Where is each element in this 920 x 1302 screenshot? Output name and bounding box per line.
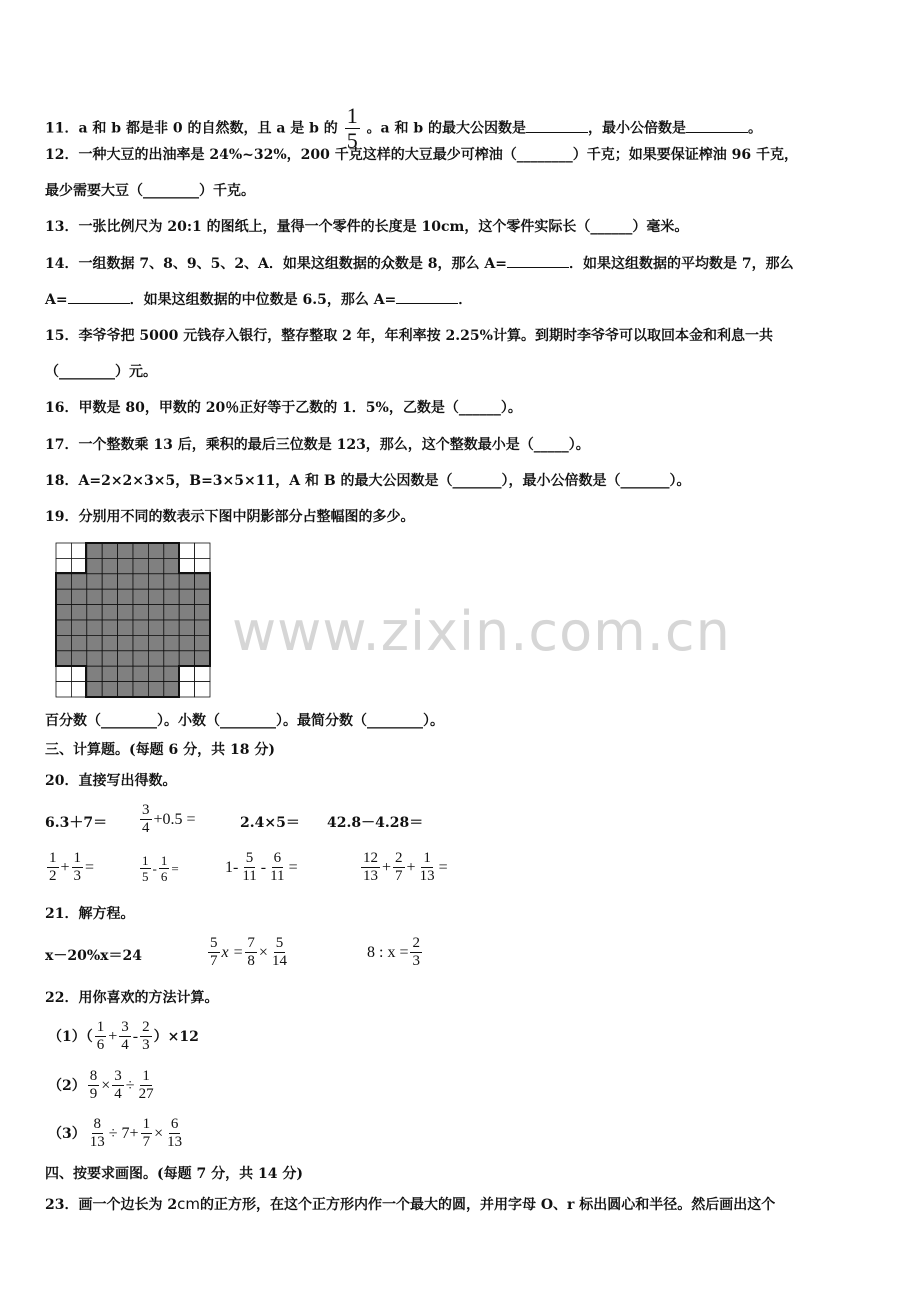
grid-cell-shaded bbox=[133, 574, 148, 589]
grid-cell-blank bbox=[179, 682, 194, 697]
grid-cell-blank bbox=[71, 682, 86, 697]
grid-cell-shaded bbox=[118, 620, 133, 635]
grid-cell-shaded bbox=[71, 574, 86, 589]
grid-cell-shaded bbox=[118, 651, 133, 666]
grid-cell-shaded bbox=[87, 543, 102, 558]
grid-cell-shaded bbox=[164, 574, 179, 589]
grid-cell-shaded bbox=[179, 589, 194, 604]
grid-cell-shaded bbox=[195, 635, 210, 650]
grid-cell-shaded bbox=[118, 543, 133, 558]
q11-blank-gcd[interactable] bbox=[526, 120, 588, 133]
grid-cell-shaded bbox=[102, 651, 117, 666]
grid-cell-blank bbox=[56, 558, 71, 573]
grid-cell-blank bbox=[179, 666, 194, 681]
grid-cell-shaded bbox=[148, 666, 163, 681]
q11-text-b: 。a 和 b 的最大公因数是 bbox=[366, 120, 527, 137]
grid-cell-shaded bbox=[56, 620, 71, 635]
question-13: 13．一张比例尺为 20:1 的图纸上，量得一个零件的长度是 10cm，这个零件实际长（______）毫米。 bbox=[45, 219, 689, 235]
grid-cell-shaded bbox=[133, 589, 148, 604]
grid-cell-shaded bbox=[87, 635, 102, 650]
q20-expr-1: 6.3＋7＝ bbox=[45, 815, 108, 831]
grid-cell-shaded bbox=[87, 666, 102, 681]
question-17: 17．一个整数乘 13 后，乘积的最后三位数是 123，那么，这个整数最小是（_____）。 bbox=[45, 437, 590, 453]
grid-cell-shaded bbox=[164, 666, 179, 681]
section-3-heading: 三、计算题。(每题 6 分，共 18 分) bbox=[45, 742, 275, 758]
grid-cell-shaded bbox=[102, 682, 117, 697]
grid-cell-shaded bbox=[102, 558, 117, 573]
grid-cell-blank bbox=[56, 682, 71, 697]
watermark: www.zixin.com.cn bbox=[232, 600, 731, 663]
question-19-answer: 百分数（________）。小数（________）。最简分数（________）。 bbox=[45, 713, 444, 729]
grid-cell-shaded bbox=[102, 589, 117, 604]
grid-cell-blank bbox=[195, 543, 210, 558]
q11-blank-lcm[interactable] bbox=[686, 120, 748, 133]
question-21: 21．解方程。 bbox=[45, 906, 135, 922]
q14-blank-mode[interactable] bbox=[507, 255, 569, 268]
grid-cell-shaded bbox=[164, 605, 179, 620]
grid-cell-shaded bbox=[118, 666, 133, 681]
grid-cell-shaded bbox=[118, 574, 133, 589]
grid-cell-blank bbox=[56, 543, 71, 558]
grid-cell-shaded bbox=[118, 635, 133, 650]
grid-cell-shaded bbox=[102, 635, 117, 650]
question-19: 19．分别用不同的数表示下图中阴影部分占整幅图的多少。 bbox=[45, 509, 415, 525]
section-4-heading: 四、按要求画图。(每题 7 分，共 14 分) bbox=[45, 1166, 303, 1182]
grid-cell-shaded bbox=[102, 666, 117, 681]
grid-cell-shaded bbox=[179, 574, 194, 589]
grid-cell-shaded bbox=[148, 605, 163, 620]
grid-cell-shaded bbox=[164, 651, 179, 666]
q11-text-a: 11．a 和 b 都是非 0 的自然数，且 a 是 b 的 bbox=[45, 120, 338, 137]
grid-cell-shaded bbox=[56, 635, 71, 650]
grid-cell-shaded bbox=[148, 682, 163, 697]
grid-cell-shaded bbox=[164, 682, 179, 697]
grid-cell-shaded bbox=[133, 651, 148, 666]
grid-cell-shaded bbox=[87, 558, 102, 573]
grid-cell-shaded bbox=[87, 682, 102, 697]
grid-cell-shaded bbox=[195, 574, 210, 589]
question-15-line1: 15．李爷爷把 5000 元钱存入银行，整存整取 2 年，年利率按 2.25%计算。到期时李爷爷可以取回本金和利息一共 bbox=[45, 328, 773, 344]
question-14-line2: A= ．如果这组数据的中位数是 6.5，那么 A= ． bbox=[45, 292, 473, 308]
question-22: 22．用你喜欢的方法计算。 bbox=[45, 990, 219, 1006]
grid-cell-shaded bbox=[148, 558, 163, 573]
grid-cell-shaded bbox=[179, 605, 194, 620]
grid-cell-shaded bbox=[56, 574, 71, 589]
grid-cell-shaded bbox=[179, 620, 194, 635]
question-14-line1: 14．一组数据 7、8、9、5、2、A．如果这组数据的众数是 8，那么 A= ．如果这组数据的平均数是 7，那么 bbox=[45, 256, 794, 272]
grid-cell-blank bbox=[179, 558, 194, 573]
grid-cell-shaded bbox=[148, 620, 163, 635]
grid-cell-shaded bbox=[118, 558, 133, 573]
question-12-line1: 12．一种大豆的出油率是 24%~32%，200 千克这样的大豆最少可榨油（________）千克；如果要保证榨油 96 千克， bbox=[45, 147, 798, 163]
q11-fraction: $\frac{1}{5}$ bbox=[346, 103, 358, 153]
question-15-line2: （________）元。 bbox=[45, 364, 157, 380]
grid-cell-blank bbox=[71, 558, 86, 573]
grid-cell-shaded bbox=[164, 558, 179, 573]
grid-cell-shaded bbox=[118, 605, 133, 620]
grid-cell-shaded bbox=[148, 574, 163, 589]
q20-expr-3: 2.4×5＝ bbox=[240, 815, 300, 831]
q14-blank-median[interactable] bbox=[396, 291, 458, 304]
grid-cell-shaded bbox=[71, 589, 86, 604]
grid-cell-shaded bbox=[133, 635, 148, 650]
grid-cell-shaded bbox=[164, 620, 179, 635]
q20-expr-2: $\frac{3}{4}$ +0.5 = bbox=[142, 802, 196, 836]
q22-part-2: （2） $\frac{8}{9}$ × $\frac{3}{4}$ ÷ $\frac{1}{27}$ bbox=[48, 1068, 154, 1102]
q21-equation-1: x－20%x＝24 bbox=[45, 948, 142, 964]
q14-blank-mean[interactable] bbox=[68, 291, 130, 304]
grid-cell-blank bbox=[179, 543, 194, 558]
grid-cell-shaded bbox=[102, 620, 117, 635]
question-11: 11．a 和 b 都是非 0 的自然数，且 a 是 b 的 $\frac{1}{5}$ 。a 和 b 的最大公因数是 ，最小公倍数是 。 bbox=[45, 103, 763, 153]
grid-cell-shaded bbox=[118, 682, 133, 697]
q20-expr-6: $\frac{1}{5}$ - $\frac{1}{6}$ = bbox=[142, 853, 179, 884]
grid-cell-shaded bbox=[179, 651, 194, 666]
grid-cell-blank bbox=[56, 666, 71, 681]
grid-cell-blank bbox=[71, 666, 86, 681]
grid-cell-shaded bbox=[148, 589, 163, 604]
question-23: 23．画一个边长为 2cm的正方形，在这个正方形内作一个最大的圆，并用字母 O、r 标出圆心和半径。然后画出这个 bbox=[45, 1195, 776, 1213]
q20-expr-7: 1- $\frac{5}{11}$ - $\frac{6}{11}$ = bbox=[225, 850, 298, 884]
grid-cell-shaded bbox=[87, 574, 102, 589]
grid-cell-shaded bbox=[87, 620, 102, 635]
grid-cell-shaded bbox=[56, 605, 71, 620]
q22-part-1: （1）（ $\frac{1}{6}$ + $\frac{3}{4}$ - $\frac{2}{3}$ ）×12 bbox=[48, 1019, 199, 1053]
question-12-line2: 最少需要大豆（________）千克。 bbox=[45, 183, 255, 199]
question-20: 20．直接写出得数。 bbox=[45, 773, 177, 789]
grid-cell-shaded bbox=[118, 589, 133, 604]
grid-cell-shaded bbox=[133, 543, 148, 558]
grid-cell-shaded bbox=[71, 620, 86, 635]
grid-cell-shaded bbox=[71, 635, 86, 650]
grid-cell-shaded bbox=[164, 589, 179, 604]
grid-cell-shaded bbox=[133, 666, 148, 681]
grid-cell-shaded bbox=[87, 605, 102, 620]
grid-cell-shaded bbox=[56, 589, 71, 604]
grid-cell-blank bbox=[195, 666, 210, 681]
q21-equation-2: $\frac{5}{7}$ x = $\frac{7}{8}$ × $\frac{5}{14}$ bbox=[210, 935, 287, 969]
q22-part-3: （3） $\frac{8}{13}$ ÷ 7+ $\frac{1}{7}$ × $\frac{6}{13}$ bbox=[48, 1116, 183, 1150]
grid-cell-shaded bbox=[56, 651, 71, 666]
grid-cell-shaded bbox=[102, 605, 117, 620]
grid-cell-shaded bbox=[71, 651, 86, 666]
grid-cell-shaded bbox=[148, 543, 163, 558]
q21-equation-3: 8 : x = $\frac{2}{3}$ bbox=[367, 935, 420, 969]
grid-cell-shaded bbox=[133, 682, 148, 697]
grid-cell-shaded bbox=[87, 651, 102, 666]
grid-cell-shaded bbox=[87, 589, 102, 604]
grid-cell-shaded bbox=[195, 605, 210, 620]
question-16: 16．甲数是 80，甲数的 20％正好等于乙数的 1．5%，乙数是（______）。 bbox=[45, 400, 522, 416]
grid-cell-shaded bbox=[133, 605, 148, 620]
grid-cell-shaded bbox=[195, 651, 210, 666]
grid-cell-blank bbox=[195, 682, 210, 697]
grid-cell-shaded bbox=[164, 543, 179, 558]
grid-cell-shaded bbox=[179, 635, 194, 650]
shaded-grid-figure bbox=[55, 542, 211, 698]
grid-cell-shaded bbox=[195, 589, 210, 604]
grid-cell-shaded bbox=[148, 651, 163, 666]
question-18: 18．A=2×2×3×5，B=3×5×11，A 和 B 的最大公因数是（_______），最小公倍数是（_______）。 bbox=[45, 473, 691, 489]
q20-expr-5: $\frac{1}{2}$ + $\frac{1}{3}$ = bbox=[49, 850, 95, 884]
grid-cell-shaded bbox=[133, 620, 148, 635]
grid-cell-shaded bbox=[102, 543, 117, 558]
grid-cell-shaded bbox=[164, 635, 179, 650]
q20-expr-8: $\frac{12}{13}$ + $\frac{2}{7}$ + $\frac{1}{13}$ = bbox=[363, 850, 448, 884]
grid-cell-shaded bbox=[102, 574, 117, 589]
grid-cell-blank bbox=[71, 543, 86, 558]
grid-cell-blank bbox=[195, 558, 210, 573]
grid-cell-shaded bbox=[71, 605, 86, 620]
grid-cell-shaded bbox=[133, 558, 148, 573]
q20-expr-4: 42.8－4.28＝ bbox=[327, 815, 424, 831]
grid-cell-shaded bbox=[195, 620, 210, 635]
grid-cell-shaded bbox=[148, 635, 163, 650]
